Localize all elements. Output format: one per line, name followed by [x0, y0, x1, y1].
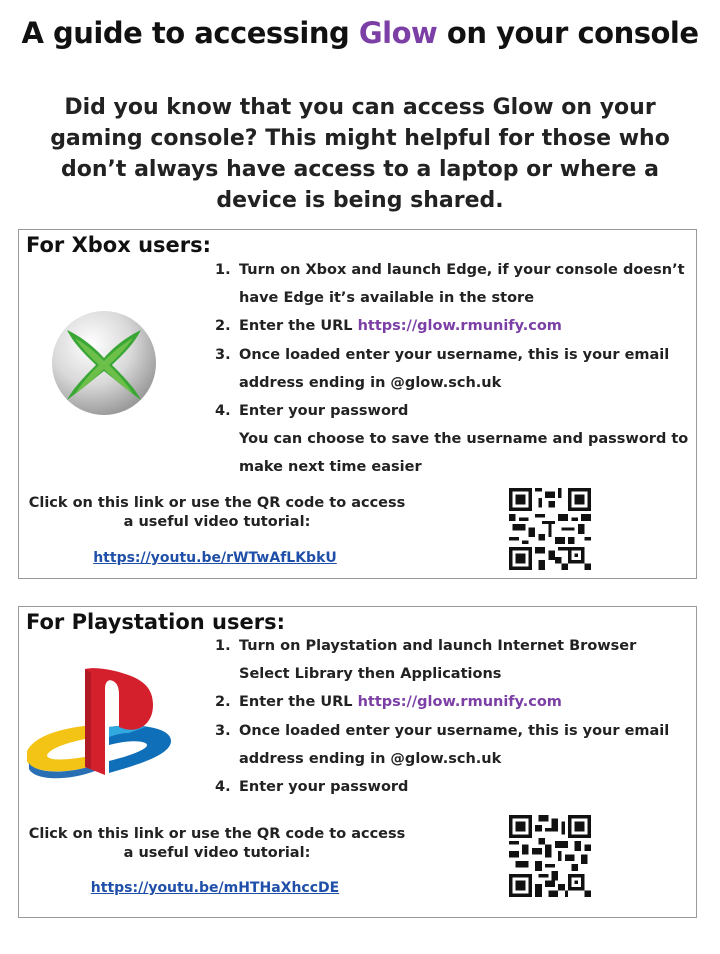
page-title	[0, 16, 720, 50]
step-number: 4.	[215, 403, 231, 420]
xbox-step-3	[215, 341, 688, 397]
playstation-step-2	[215, 688, 669, 716]
step-line: Once loaded enter your username, this is your email	[239, 722, 670, 739]
step-number: 2.	[215, 318, 231, 335]
xbox-logo-icon	[49, 308, 159, 418]
step-line: Enter your password	[239, 403, 409, 420]
xbox-heading: For Xbox users:	[26, 233, 212, 257]
glow-url-link[interactable]: https://glow.rmunify.com	[357, 694, 562, 711]
playstation-logo-icon	[25, 665, 175, 783]
step-line: Turn on Playstation and launch Internet Browser	[239, 638, 637, 654]
qr-code-icon[interactable]	[509, 815, 591, 897]
title-before: A guide to accessing	[21, 16, 359, 50]
step-line: Select Library then Applications	[239, 666, 502, 683]
step-number: 3.	[215, 346, 231, 363]
playstation-section	[18, 606, 697, 918]
intro-text: Did you know that you can access Glow on your gaming console? This might helpful for those who don’t always have access to a laptop or where a device is being shared.	[50, 95, 670, 213]
xbox-click-text: Click on this link or use the QR code to access a useful video tutorial:	[28, 495, 406, 530]
xbox-step-2	[215, 312, 688, 340]
step-number: 2.	[215, 694, 231, 711]
playstation-video-link[interactable]: https://youtu.be/mHTHaXhccDE	[90, 880, 340, 896]
xbox-steps-list	[215, 256, 688, 482]
step-text: Enter the URL	[239, 694, 358, 711]
step-number: 4.	[215, 779, 231, 796]
playstation-step-3	[215, 717, 669, 773]
step-line: You can choose to save the username and password to	[239, 431, 689, 448]
title-glow: Glow	[358, 16, 438, 50]
playstation-heading: For Playstation users:	[26, 610, 285, 634]
title-after: on your console	[437, 16, 699, 50]
step-line: have Edge it’s available in the store	[239, 290, 535, 307]
playstation-click-text: Click on this link or use the QR code to access a useful video tutorial:	[28, 826, 406, 861]
step-line: Turn on Xbox and launch Edge, if your console doesn’t	[239, 262, 685, 278]
glow-url-link[interactable]: https://glow.rmunify.com	[357, 318, 562, 335]
xbox-step-4	[215, 397, 688, 482]
playstation-step-4	[215, 773, 669, 801]
step-number: 3.	[215, 722, 231, 739]
xbox-video-link[interactable]: https://youtu.be/rWTwAfLKbkU	[93, 550, 337, 566]
xbox-step-1	[215, 256, 688, 312]
step-line: Once loaded enter your username, this is your email	[239, 346, 670, 363]
step-text: Enter the URL	[239, 318, 358, 335]
playstation-steps-list	[215, 632, 669, 801]
step-line: address ending in @glow.sch.uk	[239, 374, 502, 391]
step-line: Enter your password	[239, 779, 409, 796]
step-number: 1.	[215, 638, 231, 654]
playstation-step-1	[215, 632, 669, 688]
step-line: address ending in @glow.sch.uk	[239, 750, 502, 767]
step-line: make next time easier	[239, 459, 422, 476]
xbox-section	[18, 229, 697, 579]
step-number: 1.	[215, 262, 231, 278]
qr-code-icon[interactable]	[509, 488, 591, 570]
